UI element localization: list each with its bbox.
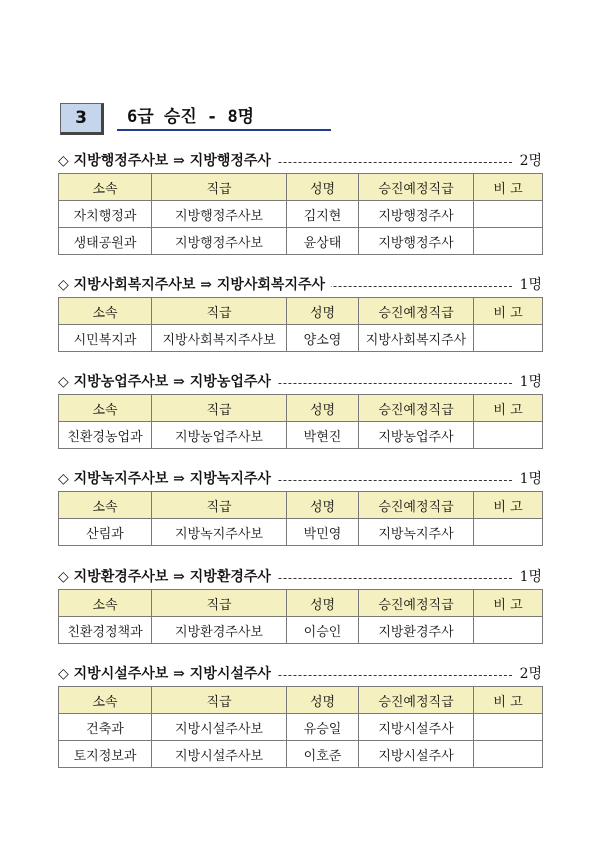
cell-grade: 지방시설주사보 bbox=[152, 714, 287, 741]
header-remarks: 비 고 bbox=[474, 590, 543, 617]
header-remarks: 비 고 bbox=[474, 687, 543, 714]
cell-grade: 지방녹지주사보 bbox=[152, 519, 287, 546]
group-title-text: ◇ 지방시설주사보 ⇒ 지방시설주사 bbox=[58, 664, 277, 684]
header-remarks: 비 고 bbox=[474, 492, 543, 519]
group-count: 2명 bbox=[514, 664, 542, 684]
cell-target-grade: 지방행정주사 bbox=[359, 228, 474, 255]
group-count: 1명 bbox=[514, 372, 542, 392]
table-header-row bbox=[59, 174, 543, 201]
table-row bbox=[59, 617, 543, 644]
group-count: 2명 bbox=[514, 151, 542, 171]
header-grade: 직급 bbox=[152, 298, 287, 325]
header-affiliation: 소속 bbox=[59, 395, 152, 422]
cell-grade: 지방시설주사보 bbox=[152, 741, 287, 768]
cell-name: 유승일 bbox=[287, 714, 359, 741]
header-name: 성명 bbox=[287, 298, 359, 325]
cell-target-grade: 지방환경주사 bbox=[359, 617, 474, 644]
header-grade: 직급 bbox=[152, 590, 287, 617]
header-grade: 직급 bbox=[152, 395, 287, 422]
header-remarks: 비 고 bbox=[474, 395, 543, 422]
cell-target-grade: 지방시설주사 bbox=[359, 714, 474, 741]
cell-remarks bbox=[474, 714, 543, 741]
cell-name: 김지현 bbox=[287, 201, 359, 228]
header-affiliation: 소속 bbox=[59, 174, 152, 201]
table-row bbox=[59, 422, 543, 449]
cell-affiliation: 친환경농업과 bbox=[59, 422, 152, 449]
cell-target-grade: 지방행정주사 bbox=[359, 201, 474, 228]
promotion-table bbox=[58, 297, 543, 352]
cell-target-grade: 지방농업주사 bbox=[359, 422, 474, 449]
group-count: 1명 bbox=[514, 275, 542, 295]
group-title-text: ◇ 지방행정주사보 ⇒ 지방행정주사 bbox=[58, 151, 277, 171]
table-header-row bbox=[59, 687, 543, 714]
header-grade: 직급 bbox=[152, 687, 287, 714]
table-header-row bbox=[59, 395, 543, 422]
group-count: 1명 bbox=[514, 469, 542, 489]
cell-target-grade: 지방시설주사 bbox=[359, 741, 474, 768]
header-target-grade: 승진예정직급 bbox=[359, 492, 474, 519]
header-name: 성명 bbox=[287, 687, 359, 714]
cell-remarks bbox=[474, 228, 543, 255]
cell-remarks bbox=[474, 201, 543, 228]
table-row bbox=[59, 325, 543, 352]
cell-remarks bbox=[474, 325, 543, 352]
header-affiliation: 소속 bbox=[59, 298, 152, 325]
header-name: 성명 bbox=[287, 174, 359, 201]
header-remarks: 비 고 bbox=[474, 298, 543, 325]
promotion-table bbox=[58, 491, 543, 546]
cell-affiliation: 토지정보과 bbox=[59, 741, 152, 768]
header-remarks: 비 고 bbox=[474, 174, 543, 201]
table-row bbox=[59, 201, 543, 228]
group-title-text: ◇ 지방환경주사보 ⇒ 지방환경주사 bbox=[58, 567, 277, 587]
promotion-table bbox=[58, 173, 543, 255]
cell-remarks bbox=[474, 617, 543, 644]
cell-grade: 지방행정주사보 bbox=[152, 201, 287, 228]
cell-affiliation: 산림과 bbox=[59, 519, 152, 546]
cell-name: 박현진 bbox=[287, 422, 359, 449]
header-name: 성명 bbox=[287, 395, 359, 422]
promotion-table bbox=[58, 394, 543, 449]
cell-remarks bbox=[474, 519, 543, 546]
table-row bbox=[59, 714, 543, 741]
table-header-row bbox=[59, 492, 543, 519]
group-title bbox=[58, 567, 542, 587]
group-title-text: ◇ 지방농업주사보 ⇒ 지방농업주사 bbox=[58, 372, 277, 392]
cell-name: 윤상태 bbox=[287, 228, 359, 255]
group-title bbox=[58, 469, 542, 489]
section-title: 6급 승진 - 8명 bbox=[117, 103, 331, 131]
cell-affiliation: 건축과 bbox=[59, 714, 152, 741]
header-target-grade: 승진예정직급 bbox=[359, 298, 474, 325]
cell-name: 이승인 bbox=[287, 617, 359, 644]
cell-affiliation: 생태공원과 bbox=[59, 228, 152, 255]
header-target-grade: 승진예정직급 bbox=[359, 687, 474, 714]
cell-grade: 지방사회복지주사보 bbox=[152, 325, 287, 352]
cell-name: 양소영 bbox=[287, 325, 359, 352]
table-header-row bbox=[59, 298, 543, 325]
header-affiliation: 소속 bbox=[59, 687, 152, 714]
cell-remarks bbox=[474, 422, 543, 449]
cell-remarks bbox=[474, 741, 543, 768]
cell-grade: 지방환경주사보 bbox=[152, 617, 287, 644]
header-affiliation: 소속 bbox=[59, 492, 152, 519]
promotion-table bbox=[58, 686, 543, 768]
group-title bbox=[58, 664, 542, 684]
section-number: 3 bbox=[60, 103, 104, 135]
cell-name: 박민영 bbox=[287, 519, 359, 546]
header-target-grade: 승진예정직급 bbox=[359, 590, 474, 617]
cell-name: 이호준 bbox=[287, 741, 359, 768]
cell-grade: 지방농업주사보 bbox=[152, 422, 287, 449]
header-target-grade: 승진예정직급 bbox=[359, 174, 474, 201]
table-row bbox=[59, 228, 543, 255]
table-row bbox=[59, 519, 543, 546]
group-count: 1명 bbox=[514, 567, 542, 587]
header-grade: 직급 bbox=[152, 174, 287, 201]
group-title bbox=[58, 151, 542, 171]
cell-target-grade: 지방녹지주사 bbox=[359, 519, 474, 546]
cell-grade: 지방행정주사보 bbox=[152, 228, 287, 255]
cell-affiliation: 시민복지과 bbox=[59, 325, 152, 352]
header-target-grade: 승진예정직급 bbox=[359, 395, 474, 422]
header-grade: 직급 bbox=[152, 492, 287, 519]
cell-target-grade: 지방사회복지주사 bbox=[359, 325, 474, 352]
header-name: 성명 bbox=[287, 590, 359, 617]
promotion-table bbox=[58, 589, 543, 644]
group-title-text: ◇ 지방사회복지주사보 ⇒ 지방사회복지주사 bbox=[58, 275, 331, 295]
group-title bbox=[58, 275, 542, 295]
cell-affiliation: 자치행정과 bbox=[59, 201, 152, 228]
group-title bbox=[58, 372, 542, 392]
header-name: 성명 bbox=[287, 492, 359, 519]
group-title-text: ◇ 지방녹지주사보 ⇒ 지방녹지주사 bbox=[58, 469, 277, 489]
table-header-row bbox=[59, 590, 543, 617]
header-affiliation: 소속 bbox=[59, 590, 152, 617]
table-row bbox=[59, 741, 543, 768]
cell-affiliation: 친환경정책과 bbox=[59, 617, 152, 644]
